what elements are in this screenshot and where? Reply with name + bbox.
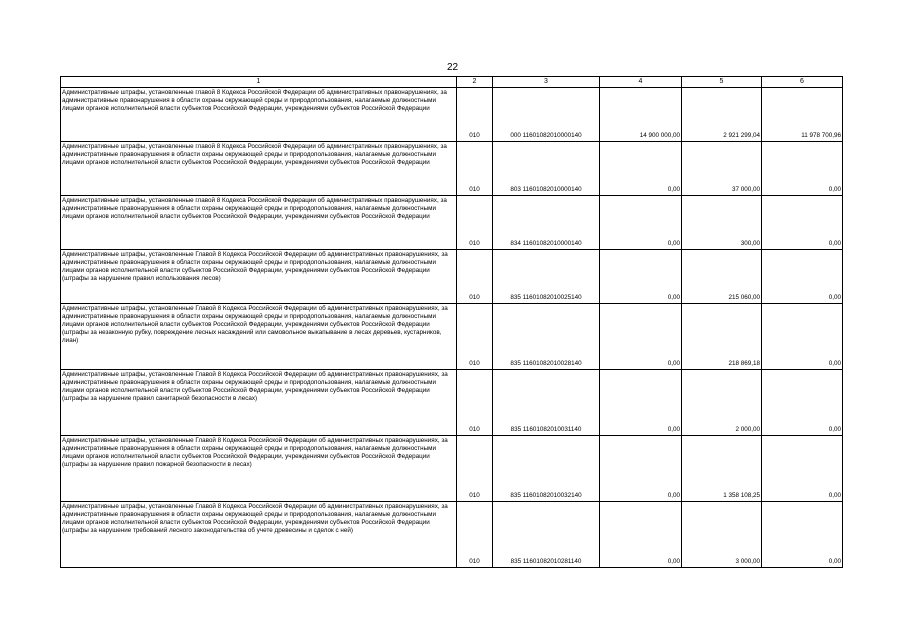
- row-description: Административные штрафы, установленные Главой 8 Кодекса Российской Федерации об административных правонарушениях, за административные правонарушения в области охраны окружающей среды и природопользования, налагаемые должностными лицами органов исполнительной власти субъектов Российской Федерации, учреждениями субъектов Российской Федерации (штрафы за незаконную рубку, повреждение лесных насаждений или самовольное выкапывание в лесах деревьев, кустарников, лиан): [61, 304, 457, 370]
- row-description: Административные штрафы, установленные Главой 8 Кодекса Российской Федерации об административных правонарушениях, за административные правонарушения в области охраны окружающей среды и природопользования, налагаемые должностными лицами органов исполнительной власти субъектов Российской Федерации, учреждениями субъектов Российской Федерации (штрафы за нарушение требований лесного законодательства об учете древесины и сделок с ней): [61, 502, 457, 568]
- column-header-2: 2: [457, 77, 493, 88]
- row-value-col6: 0,00: [762, 436, 843, 502]
- row-line-code: 010: [457, 304, 493, 370]
- row-value-col4: 0,00: [600, 502, 682, 568]
- row-value-col5: 2 921 299,04: [682, 88, 762, 142]
- row-value-col6: 0,00: [762, 304, 843, 370]
- row-value-col4: 0,00: [600, 142, 682, 196]
- row-value-col6: 0,00: [762, 196, 843, 250]
- row-line-code: 010: [457, 196, 493, 250]
- row-line-code: 010: [457, 436, 493, 502]
- row-description: Административные штрафы, установленные Главой 8 Кодекса Российской Федерации об административных правонарушениях, за административные правонарушения в области охраны окружающей среды и природопользования, налагаемые должностными лицами органов исполнительной власти субъектов Российской Федерации, учреждениями субъектов Российской Федерации (штрафы за нарушение правил использования лесов): [61, 250, 457, 304]
- report-table: [60, 76, 843, 568]
- row-line-code: 010: [457, 88, 493, 142]
- row-value-col4: 0,00: [600, 304, 682, 370]
- column-header-1: 1: [61, 77, 457, 88]
- row-value-col6: 0,00: [762, 142, 843, 196]
- row-income-code: 835 11601082010028140: [493, 304, 600, 370]
- row-description: Административные штрафы, установленные Главой 8 Кодекса Российской Федерации об административных правонарушениях, за административные правонарушения в области охраны окружающей среды и природопользования, налагаемые должностными лицами органов исполнительной власти субъектов Российской Федерации, учреждениями субъектов Российской Федерации (штрафы за нарушение правил пожарной безопасности в лесах): [61, 436, 457, 502]
- row-value-col5: 218 869,18: [682, 304, 762, 370]
- column-header-4: 4: [600, 77, 682, 88]
- row-description: Административные штрафы, установленные Главой 8 Кодекса Российской Федерации об административных правонарушениях, за административные правонарушения в области охраны окружающей среды и природопользования, налагаемые должностными лицами органов исполнительной власти субъектов Российской Федерации, учреждениями субъектов Российской Федерации (штрафы за нарушение правил санитарной безопасности в лесах): [61, 370, 457, 436]
- column-header-3: 3: [493, 77, 600, 88]
- row-value-col4: 0,00: [600, 370, 682, 436]
- row-description: Административные штрафы, установленные главой 8 Кодекса Российской Федерации об административных правонарушениях, за административные правонарушения в области охраны окружающей среды и природопользования, налагаемые должностными лицами органов исполнительной власти субъектов Российской Федерации, учреждениями субъектов Российской Федерации: [61, 196, 457, 250]
- row-value-col4: 14 900 000,00: [600, 88, 682, 142]
- row-description: Административные штрафы, установленные главой 8 Кодекса Российской Федерации об административных правонарушениях, за административные правонарушения в области охраны окружающей среды и природопользования, налагаемые должностными лицами органов исполнительной власти субъектов Российской Федерации, учреждениями субъектов Российской Федерации: [61, 88, 457, 142]
- row-value-col5: 3 000,00: [682, 502, 762, 568]
- table-row: [61, 502, 843, 568]
- table-row: [61, 88, 843, 142]
- table-row: [61, 436, 843, 502]
- table-row: [61, 196, 843, 250]
- row-value-col6: 0,00: [762, 502, 843, 568]
- row-value-col4: 0,00: [600, 196, 682, 250]
- table-row: [61, 250, 843, 304]
- row-income-code: 835 11601082010032140: [493, 436, 600, 502]
- row-line-code: 010: [457, 250, 493, 304]
- row-line-code: 010: [457, 142, 493, 196]
- table-row: [61, 370, 843, 436]
- row-value-col4: 0,00: [600, 436, 682, 502]
- row-line-code: 010: [457, 502, 493, 568]
- row-value-col6: 0,00: [762, 250, 843, 304]
- row-value-col6: 0,00: [762, 370, 843, 436]
- header-row: [61, 77, 843, 88]
- row-value-col5: 1 358 108,25: [682, 436, 762, 502]
- row-value-col5: 37 000,00: [682, 142, 762, 196]
- table-row: [61, 142, 843, 196]
- row-income-code: 803 11601082010000140: [493, 142, 600, 196]
- row-income-code: 835 11601082010025140: [493, 250, 600, 304]
- row-description: Административные штрафы, установленные главой 8 Кодекса Российской Федерации об административных правонарушениях, за административные правонарушения в области охраны окружающей среды и природопользования, налагаемые должностными лицами органов исполнительной власти субъектов Российской Федерации, учреждениями субъектов Российской Федерации: [61, 142, 457, 196]
- row-line-code: 010: [457, 370, 493, 436]
- row-value-col5: 300,00: [682, 196, 762, 250]
- row-value-col5: 215 060,00: [682, 250, 762, 304]
- row-value-col5: 2 000,00: [682, 370, 762, 436]
- row-value-col6: 11 978 700,96: [762, 88, 843, 142]
- row-value-col4: 0,00: [600, 250, 682, 304]
- page-number: 22: [446, 62, 459, 73]
- column-header-6: 6: [762, 77, 843, 88]
- table-row: [61, 304, 843, 370]
- row-income-code: 000 11601082010000140: [493, 88, 600, 142]
- row-income-code: 835 11601082010031140: [493, 370, 600, 436]
- row-income-code: 834 11601082010000140: [493, 196, 600, 250]
- column-header-5: 5: [682, 77, 762, 88]
- row-income-code: 835 11601082010281140: [493, 502, 600, 568]
